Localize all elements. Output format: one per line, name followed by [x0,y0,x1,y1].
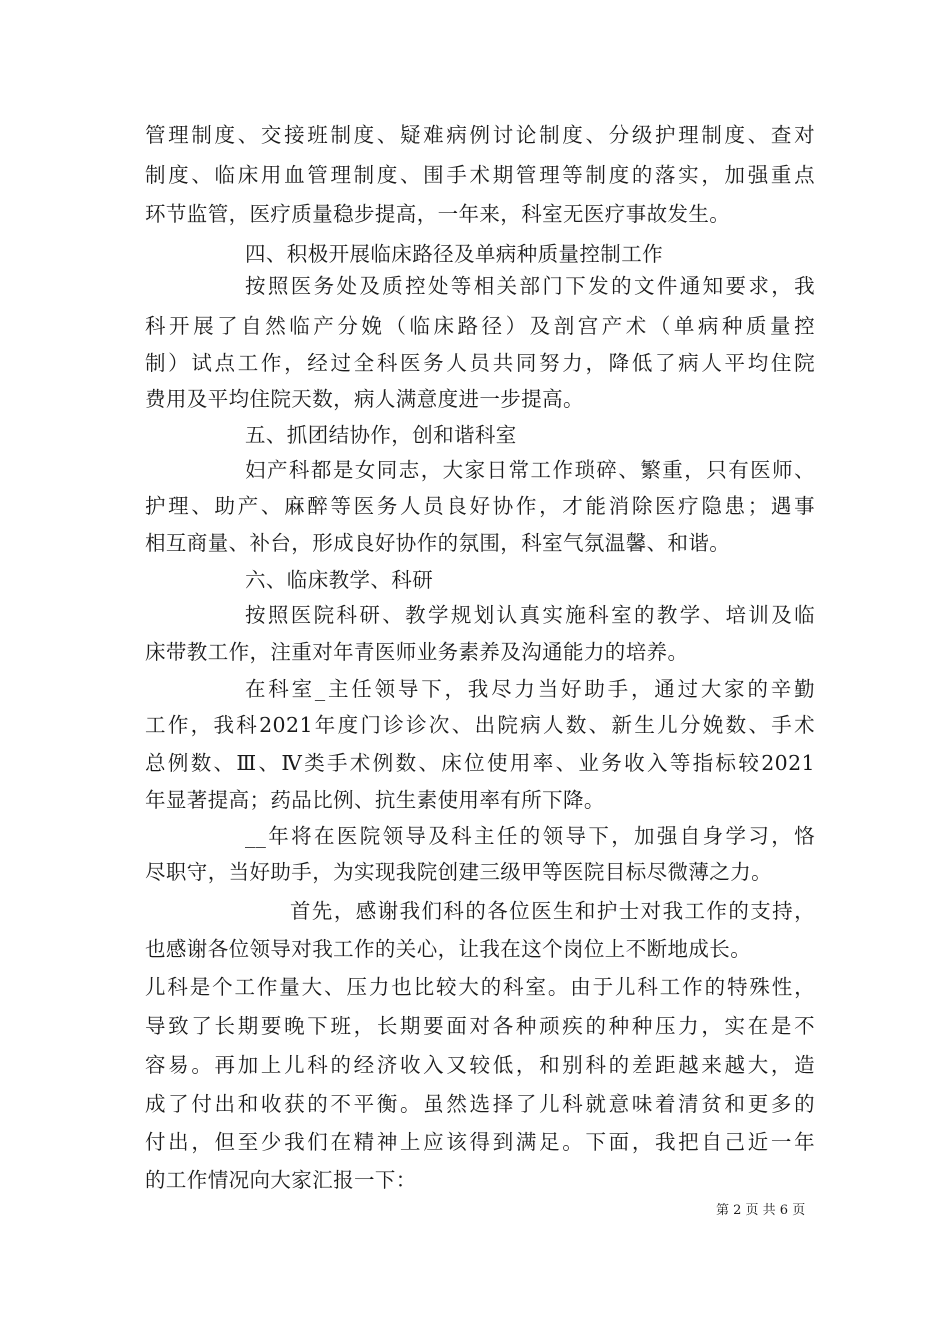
text-line: 导致了长期要晚下班，长期要面对各种顽疾的种种压力，实在是不 [145,1014,815,1038]
text-line: 儿科是个工作量大、压力也比较大的科室。由于儿科工作的特殊性， [145,975,815,999]
section-heading: 六、临床教学、科研 [245,568,434,592]
text-line: 在科室_主任领导下，我尽力当好助手，通过大家的辛勤 [245,677,815,701]
text-line: 相互商量、补台，形成良好协作的氛围，科室气氛温馨、和谐。 [145,531,731,555]
text-line: 费用及平均住院天数，病人满意度进一步提高。 [145,387,584,411]
text-line: 制度、临床用血管理制度、围手术期管理等制度的落实，加强重点 [145,163,815,187]
text-line: 环节监管，医疗质量稳步提高，一年来，科室无医疗事故发生。 [145,202,731,226]
section-heading: 四、积极开展临床路径及单病种质量控制工作 [245,242,663,266]
text-line: 制）试点工作，经过全科医务人员共同努力，降低了病人平均住院 [145,351,815,375]
text-line: 尽职守，当好助手，为实现我院创建三级甲等医院目标尽微薄之力。 [145,860,772,884]
text-line: 总例数、Ⅲ、Ⅳ类手术例数、床位使用率、业务收入等指标较2021 [145,751,815,775]
text-line: 付出，但至少我们在精神上应该得到满足。下面，我把自己近一年 [145,1130,815,1154]
section-heading: 五、抓团结协作，创和谐科室 [245,423,517,447]
text-line: 科开展了自然临产分娩（临床路径）及剖宫产术（单病种质量控 [145,314,815,338]
text-line: 护理、助产、麻醉等医务人员良好协作，才能消除医疗隐患；遇事 [145,494,815,518]
text-line: 工作，我科2021年度门诊诊次、出院病人数、新生儿分娩数、手术 [145,713,815,737]
text-line: 妇产科都是女同志，大家日常工作琐碎、繁重，只有医师、 [245,458,815,482]
text-line: 成了付出和收获的不平衡。虽然选择了儿科就意味着清贫和更多的 [145,1092,815,1116]
text-line: __年将在医院领导及科主任的领导下，加强自身学习，恪 [245,824,815,848]
text-line: 按照医院科研、教学规划认真实施科室的教学、培训及临 [245,603,815,627]
text-line: 的工作情况向大家汇报一下： [145,1168,417,1192]
text-line: 按照医务处及质控处等相关部门下发的文件通知要求，我 [245,274,815,298]
text-line: 床带教工作，注重对年青医师业务素养及沟通能力的培养。 [145,640,689,664]
text-line: 首先，感谢我们科的各位医生和护士对我工作的支持， [290,899,815,923]
text-line: 年显著提高；药品比例、抗生素使用率有所下降。 [145,788,605,812]
text-line: 也感谢各位领导对我工作的关心，让我在这个岗位上不断地成长。 [145,937,752,961]
text-line: 容易。再加上儿科的经济收入又较低，和别科的差距越来越大，造 [145,1053,815,1077]
page-number: 第 2 页 共 6 页 [716,1203,806,1218]
text-line: 管理制度、交接班制度、疑难病例讨论制度、分级护理制度、查对 [145,123,815,147]
